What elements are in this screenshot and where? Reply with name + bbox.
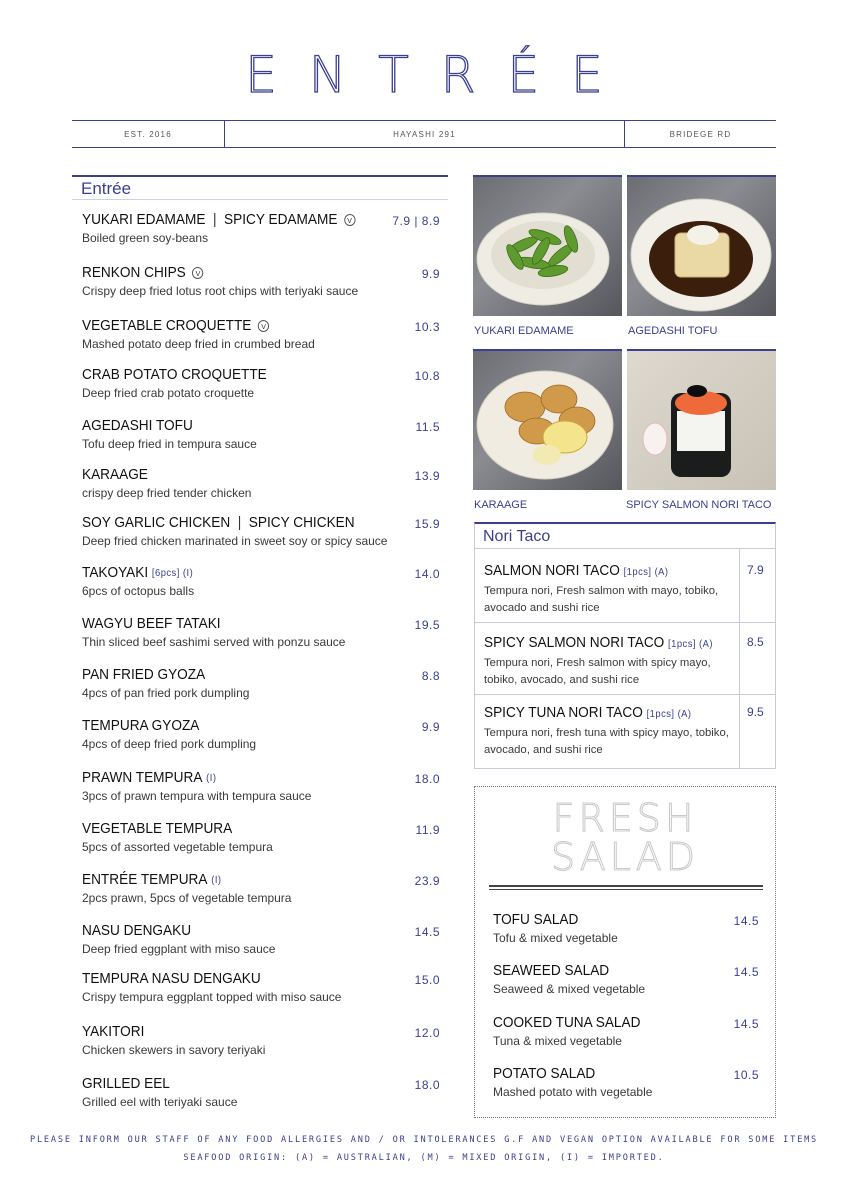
entree-item-price: 11.9 [415, 823, 440, 837]
entree-item-price: 18.0 [414, 772, 440, 786]
entree-item [82, 212, 440, 245]
entree-item [82, 872, 440, 905]
entree-item-name: KARAAGE [82, 467, 148, 483]
entree-item-name: VEGETABLE TEMPURA [82, 821, 233, 837]
entree-item-price: 13.9 [414, 469, 440, 483]
name-separator: | [237, 515, 242, 531]
entree-item-price: 15.9 [414, 517, 440, 531]
entree-item-price: 10.8 [414, 369, 440, 383]
salad-item-desc: Seaweed & mixed vegetable [493, 982, 646, 996]
entree-item-desc: Boiled green soy-beans [82, 231, 209, 245]
salad-item-desc: Tuna & mixed vegetable [493, 1034, 622, 1048]
nori-item-name: SALMON NORI TACO [1pcs] (A) [484, 563, 669, 579]
photo-label-agedashi-tofu: AGEDASHI TOFU [628, 325, 718, 337]
entree-item-name: SOY GARLIC CHICKEN | SPICY CHICKEN [82, 515, 355, 531]
nori-taco-section [474, 522, 776, 769]
entree-item-desc: 2pcs prawn, 5pcs of vegetable tempura [82, 891, 292, 905]
entree-item-name: PRAWN TEMPURA (I) [82, 770, 217, 786]
entree-item-name: TEMPURA NASU DENGAKU [82, 971, 261, 987]
salad-item-price: 14.5 [733, 914, 759, 928]
photo-karaage [473, 349, 622, 490]
salad-item-name: SEAWEED SALAD [493, 963, 610, 979]
entree-item-price: 18.0 [414, 1078, 440, 1092]
entree-item-desc: 4pcs of pan fried pork dumpling [82, 686, 250, 700]
entree-item [82, 667, 440, 700]
nori-item-desc: Tempura nori, fresh tuna with spicy mayo, tobiko, avocado, and sushi rice [484, 727, 729, 756]
entree-item [82, 971, 440, 1004]
salad-divider [489, 885, 763, 890]
entree-item-desc: 3pcs of prawn tempura with tempura sauce [82, 789, 312, 803]
entree-item-desc: Deep fried crab potato croquette [82, 386, 255, 400]
entree-item-price: 11.5 [415, 420, 440, 434]
salad-item-desc: Tofu & mixed vegetable [493, 931, 618, 945]
entree-item-name: YAKITORI [82, 1024, 145, 1040]
entree-item [82, 467, 440, 500]
nori-item-name: SPICY TUNA NORI TACO [1pcs] (A) [484, 705, 692, 721]
item-tag: (I) [211, 874, 222, 886]
location-label: BRIDEGE RD [624, 121, 776, 147]
entree-item-name: TAKOYAKI [6pcs] (I) [82, 565, 194, 581]
entree-item-desc: Deep fried eggplant with miso sauce [82, 942, 276, 956]
photo-label-yukari-edamame: YUKARI EDAMAME [474, 325, 574, 337]
entree-item [82, 367, 440, 400]
vegetarian-icon: V [258, 320, 269, 332]
entree-item-name: TEMPURA GYOZA [82, 718, 200, 734]
entree-item-name: WAGYU BEEF TATAKI [82, 616, 221, 632]
photo-spicy-salmon-nori-taco [627, 349, 776, 490]
entree-item-price: 9.9 [421, 720, 440, 734]
entree-item-desc: Tofu deep fried in tempura sauce [82, 437, 257, 451]
entree-item-price: 14.0 [414, 567, 440, 581]
page-title: ENTRÉE [245, 46, 635, 104]
entree-item-desc: 6pcs of octopus balls [82, 584, 195, 598]
nori-item-desc: Tempura nori, Fresh salmon with mayo, tobiko, avocado and sushi rice [484, 585, 719, 614]
seafood-origin-notice: SEAFOOD ORIGIN: (A) = AUSTRALIAN, (M) = MIXED ORIGIN, (I) = IMPORTED. [183, 1153, 665, 1163]
nori-taco-header: Nori Taco [483, 528, 551, 545]
entree-item-price: 15.0 [414, 973, 440, 987]
info-bar [72, 120, 776, 148]
entree-item-desc: 5pcs of assorted vegetable tempura [82, 840, 273, 854]
allergy-notice: PLEASE INFORM OUR STAFF OF ANY FOOD ALLERGIES AND / OR INTOLERANCES G.F AND VEGAN OPTION AVAILABLE FOR SOME ITEMS [29, 1135, 819, 1145]
entree-item-name: RENKON CHIPS V [82, 265, 419, 281]
entree-item [82, 616, 440, 649]
entree-item-price: 19.5 [414, 618, 440, 632]
entree-item-price: 10.3 [414, 320, 440, 334]
name-separator: | [212, 212, 217, 228]
entree-item-desc: 4pcs of deep fried pork dumpling [82, 737, 257, 751]
photo-agedashi-tofu [627, 175, 776, 316]
entree-item [82, 265, 440, 298]
entree-item-desc: Deep fried chicken marinated in sweet soy or spicy sauce [82, 534, 388, 548]
entree-item-desc: Crispy deep fried lotus root chips with teriyaki sauce [82, 284, 359, 298]
entree-item-name: PAN FRIED GYOZA [82, 667, 206, 683]
agedashi-tofu-image [627, 177, 776, 316]
entree-item-desc: Chicken skewers in savory teriyaki [82, 1043, 266, 1057]
entree-item [82, 821, 440, 854]
entree-item-price: 7.9 | 8.9 [392, 214, 440, 228]
entree-item-price: 23.9 [414, 874, 440, 888]
salad-item-name: TOFU SALAD [493, 912, 579, 928]
entree-item [82, 718, 440, 751]
nori-item-price: 9.5 [747, 705, 764, 719]
entree-item-price: 14.5 [414, 925, 440, 939]
entree-item-desc: Grilled eel with teriyaki sauce [82, 1095, 238, 1109]
entree-item-name: GRILLED EEL [82, 1076, 170, 1092]
salad-item [493, 963, 759, 996]
vegetarian-icon: V [344, 214, 355, 226]
salad-item [493, 912, 759, 945]
entree-item [82, 923, 440, 956]
nori-item-price: 7.9 [747, 563, 764, 577]
entree-item-name: ENTRÉE TEMPURA (I) [82, 872, 222, 888]
edamame-image [473, 177, 622, 316]
entree-item [82, 565, 440, 598]
fresh-salad-title: FRESH SALAD [550, 796, 700, 879]
photo-label-spicy-salmon-nori-taco: SPICY SALMON NORI TACO [626, 499, 772, 511]
salad-item-price: 14.5 [733, 1017, 759, 1031]
nori-item-desc: Tempura nori, Fresh salmon with spicy mayo, tobiko, avocado, and sushi rice [484, 657, 711, 686]
entree-item [82, 1076, 440, 1109]
entree-item-desc: crispy deep fried tender chicken [82, 486, 252, 500]
entree-item [82, 418, 440, 451]
entree-section-header: Entrée [72, 175, 448, 199]
entree-item-price: 8.8 [421, 669, 440, 683]
entree-item-desc: Thin sliced beef sashimi served with ponzu sauce [82, 635, 346, 649]
salad-item [493, 1015, 759, 1048]
salad-item-price: 10.5 [733, 1068, 759, 1082]
nori-taco-row [475, 622, 775, 694]
nori-item-price: 8.5 [747, 635, 764, 649]
karaage-image [473, 351, 622, 490]
entree-item [82, 770, 440, 803]
entree-item [82, 515, 440, 548]
salad-item-name: COOKED TUNA SALAD [493, 1015, 641, 1031]
entree-item-price: 12.0 [414, 1026, 440, 1040]
established-label: EST. 2016 [124, 129, 172, 139]
entree-item-name: NASU DENGAKU [82, 923, 192, 939]
salad-item [493, 1066, 759, 1099]
salad-item-name: POTATO SALAD [493, 1066, 596, 1082]
fresh-salad-section [474, 786, 776, 1118]
item-tag: (I) [206, 772, 217, 784]
photo-yukari-edamame [473, 175, 622, 316]
entree-item-name: CRAB POTATO CROQUETTE [82, 367, 267, 383]
entree-item [82, 1024, 440, 1057]
entree-item-desc: Crispy tempura eggplant topped with miso sauce [82, 990, 342, 1004]
item-tag: [6pcs] (I) [151, 567, 194, 579]
entree-item-name: AGEDASHI TOFU [82, 418, 193, 434]
entree-item-desc: Mashed potato deep fried in crumbed bread [82, 337, 315, 351]
entree-item-name: YUKARI EDAMAME | SPICY EDAMAME V [82, 212, 419, 228]
nori-taco-row [475, 548, 775, 622]
vegetarian-icon: V [192, 267, 203, 279]
nori-taco-image [627, 351, 776, 490]
photo-label-karaage: KARAAGE [474, 499, 528, 511]
nori-item-name: SPICY SALMON NORI TACO [1pcs] (A) [484, 635, 713, 651]
salad-item-desc: Mashed potato with vegetable [493, 1085, 653, 1099]
nori-taco-row [475, 694, 775, 769]
entree-item-price: 9.9 [421, 267, 440, 281]
restaurant-name: HAYASHI 291 [224, 121, 624, 147]
salad-item-price: 14.5 [733, 965, 759, 979]
entree-item [82, 318, 440, 351]
entree-item-name: VEGETABLE CROQUETTE V [82, 318, 419, 334]
